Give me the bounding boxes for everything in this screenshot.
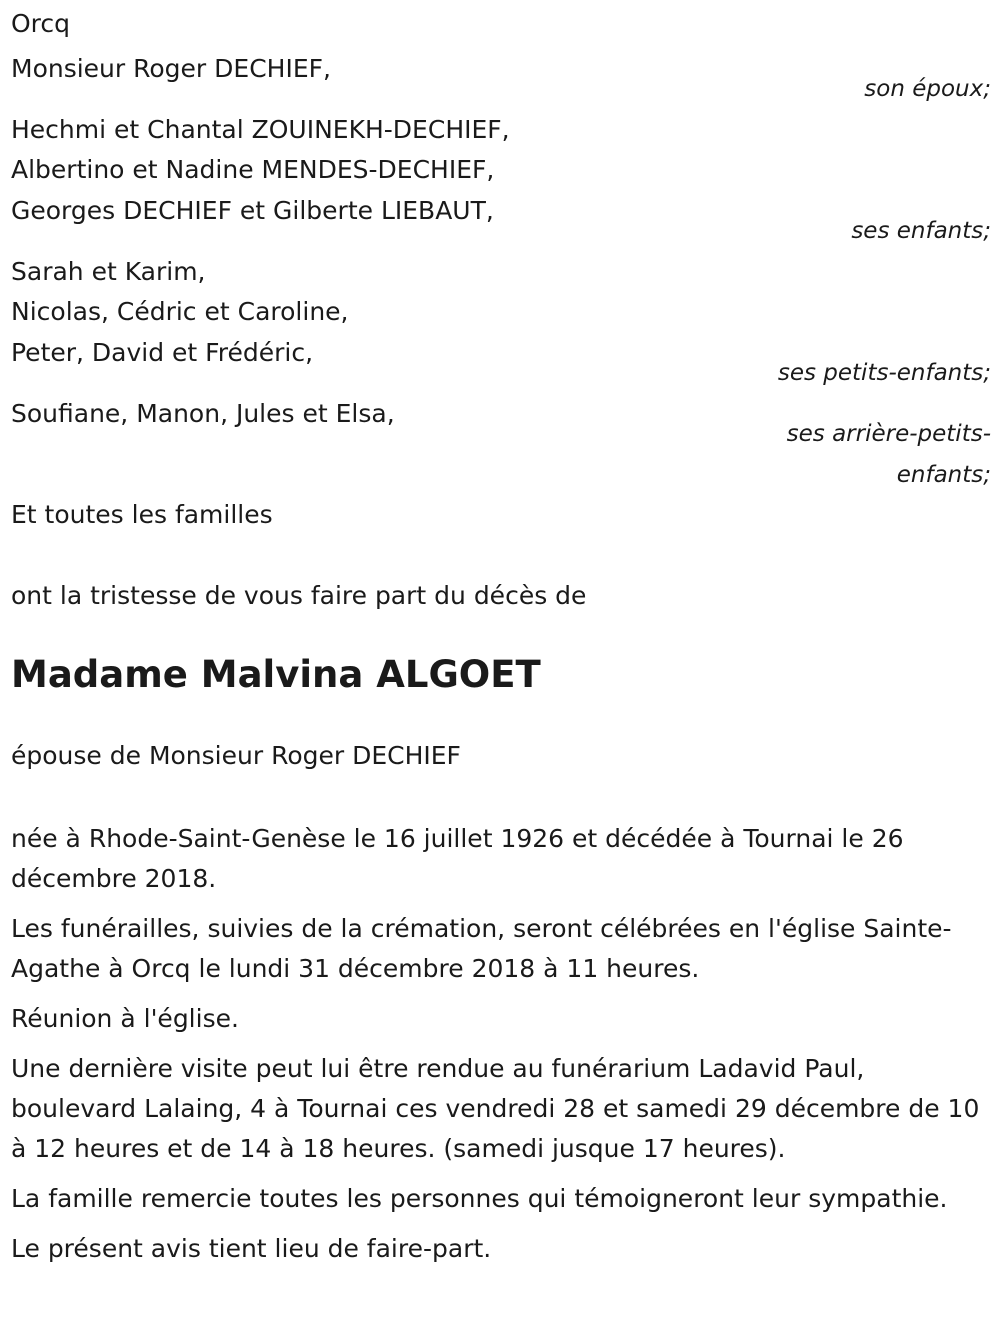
family-member-name: Hechmi et Chantal ZOUINEKH-DECHIEF, <box>11 114 510 144</box>
location-text: Orcq <box>11 9 71 38</box>
family-group-children <box>11 110 991 252</box>
visit-paragraph: Une dernière visite peut lui être rendue au funérarium Ladavid Paul, boulevard Lalaing, 4 à Tournai ces vendredi 28 et samedi 29 décembre de 10 à 12 heures et de 14 à 18 heures. (samedi jusque 17 heures). <box>11 1053 980 1163</box>
thanks-paragraph: La famille remercie toutes les personnes qui témoigneront leur sympathie. <box>11 1183 948 1213</box>
family-member-name: Soufiane, Manon, Jules et Elsa, <box>11 398 395 428</box>
announcement-text: ont la tristesse de vous faire part du décès de <box>11 580 587 610</box>
deceased-name: Madame Malvina ALGOET <box>11 653 541 696</box>
family-member-name: Sarah et Karim, <box>11 256 206 286</box>
family-group-spouse <box>11 49 991 110</box>
birth-death-paragraph: née à Rhode-Saint-Genèse le 16 juillet 1926 et décédée à Tournai le 26 décembre 2018. <box>11 823 904 893</box>
relationship-label-continued: enfants; <box>896 461 991 488</box>
funeral-paragraph: Les funérailles, suivies de la crémation, seront célébrées en l'église Sainte-Agathe à Orcq le lundi 31 décembre 2018 à 11 heures. <box>11 913 952 983</box>
families-text: Et toutes les familles <box>11 500 273 529</box>
family-group-great-grandchildren <box>11 394 991 496</box>
family-group-grandchildren <box>11 252 991 394</box>
relationship-label: ses enfants; <box>851 218 991 244</box>
relationship-label: ses arrière-petits- <box>786 421 991 447</box>
family-member-name: Peter, David et Frédéric, <box>11 337 314 367</box>
notice-paragraph: Le présent avis tient lieu de faire-part. <box>11 1233 492 1263</box>
relationship-label: son époux; <box>864 76 991 102</box>
spouse-text: épouse de Monsieur Roger DECHIEF <box>11 741 461 770</box>
death-notice <box>11 0 991 1269</box>
family-member-name: Georges DECHIEF et Gilberte LIEBAUT, <box>11 195 494 225</box>
relationship-label: ses petits-enfants; <box>777 360 991 386</box>
family-member-name: Monsieur Roger DECHIEF, <box>11 53 331 83</box>
family-member-name: Albertino et Nadine MENDES-DECHIEF, <box>11 155 495 184</box>
family-member-name: Nicolas, Cédric et Caroline, <box>11 297 349 326</box>
meeting-paragraph: Réunion à l'église. <box>11 1003 239 1033</box>
details-section <box>11 819 991 1269</box>
